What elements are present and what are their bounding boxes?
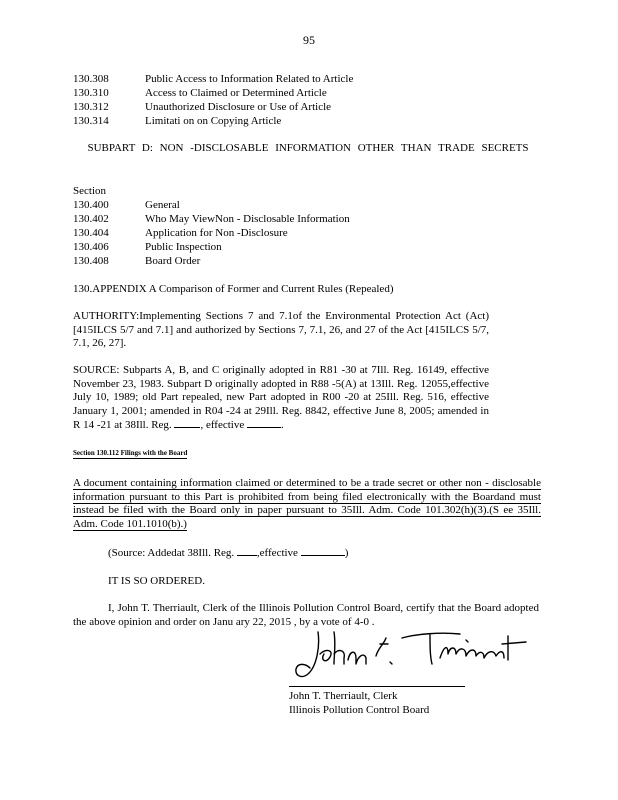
blank-line (301, 546, 345, 556)
blank-line (237, 546, 257, 556)
toc-number: 130.310 (73, 87, 109, 99)
filing-paragraph (73, 477, 541, 531)
handwritten-signature (290, 624, 530, 686)
toc-number: 130.314 (73, 115, 109, 127)
toc-number: 130.312 (73, 101, 109, 113)
toc-title: Access to Claimed or Determined Article (145, 87, 327, 99)
signer-name: John T. Therriault, Clerk (289, 690, 398, 702)
certify-paragraph: I, John T. Therriault, Clerk of the Illinois Pollution Control Board, certify that the Board adopted the above opinion and order on Janu ary 22, 2015 , by a vote of 4-0 . (73, 602, 539, 628)
toc-title: Who May ViewNon - Disclosable Information (145, 213, 350, 225)
source-paragraph (73, 364, 489, 433)
toc-number: 130.408 (73, 255, 109, 267)
section-heading (73, 449, 187, 457)
toc-number: 130.400 (73, 199, 109, 211)
toc-title: Public Inspection (145, 241, 222, 253)
signature-line (289, 686, 465, 687)
source-note-mid: ,effective (256, 547, 298, 559)
source-note (108, 546, 348, 560)
signer-organization: Illinois Pollution Control Board (289, 704, 430, 716)
page-number: 95 (303, 33, 315, 47)
toc-title: Application for Non -Disclosure (145, 227, 288, 239)
ordered-line: IT IS SO ORDERED. (108, 575, 205, 587)
toc-title: Public Access to Information Related to Article (145, 73, 354, 85)
appendix-line: 130.APPENDIX A Comparison of Former and Current Rules (Repealed) (73, 283, 394, 295)
toc-number: 130.308 (73, 73, 109, 85)
toc-number: 130.402 (73, 213, 109, 225)
toc-number: 130.404 (73, 227, 109, 239)
source-text: SOURCE: Subparts A, B, and C originally adopted in R81 -30 at 7Ill. Reg. 16149, effective November 23, 1983. Subpart D originally adopted in R88 -5(A) at 13Ill. Reg. 12055,effective July 10, 1989; old Part repealed, new Part adopted in R00 -20 at 25Ill. Reg. 516, effective January 1, 2001; amended in R04 -24 at 29Ill. Reg. 8842, effective June 8, 2005; amended in R 14 -21 at 38Ill. Reg. (73, 364, 489, 431)
source-note-end: ) (344, 547, 349, 559)
toc-title: Board Order (145, 255, 201, 267)
source-effective: , effective (200, 419, 245, 431)
subpart-heading: SUBPART D: NON -DISCLOSABLE INFORMATION OTHER THAN TRADE SECRETS (87, 142, 529, 154)
toc-title: General (145, 199, 180, 211)
blank-line (174, 418, 200, 428)
section-label: Section (73, 185, 106, 197)
source-note-start: (Source: Addedat 38Ill. Reg. (108, 547, 235, 559)
signer-block (289, 689, 429, 717)
toc-title: Limitati on on Copying Article (145, 115, 282, 127)
toc-number: 130.406 (73, 241, 109, 253)
authority-paragraph: AUTHORITY:Implementing Sections 7 and 7.1of the Environmental Protection Act (Act) [415ILCS 5/7 and 7.1] and authorized by Sections 7, 7.1, 26, and 27 of the Act [415ILCS 5/7, 7.1, 26, 27]. (73, 310, 489, 349)
source-end: . (280, 419, 284, 431)
blank-line (247, 418, 281, 428)
filing-text: A document containing information claimed or determined to be a trade secret or other non - disclosable information pursuant to this Part is prohibited from being filed electronically with the Boardand must instead be filed with the Board only in paper pursuant to 35Ill. Adm. Code 101.302(h)(3).(S ee 35Ill. Adm. Code 101.1010(b).) (73, 477, 541, 530)
section-heading-text: Section 130.112 Filings with the Board (73, 449, 188, 457)
toc-title: Unauthorized Disclosure or Use of Article (145, 101, 332, 113)
